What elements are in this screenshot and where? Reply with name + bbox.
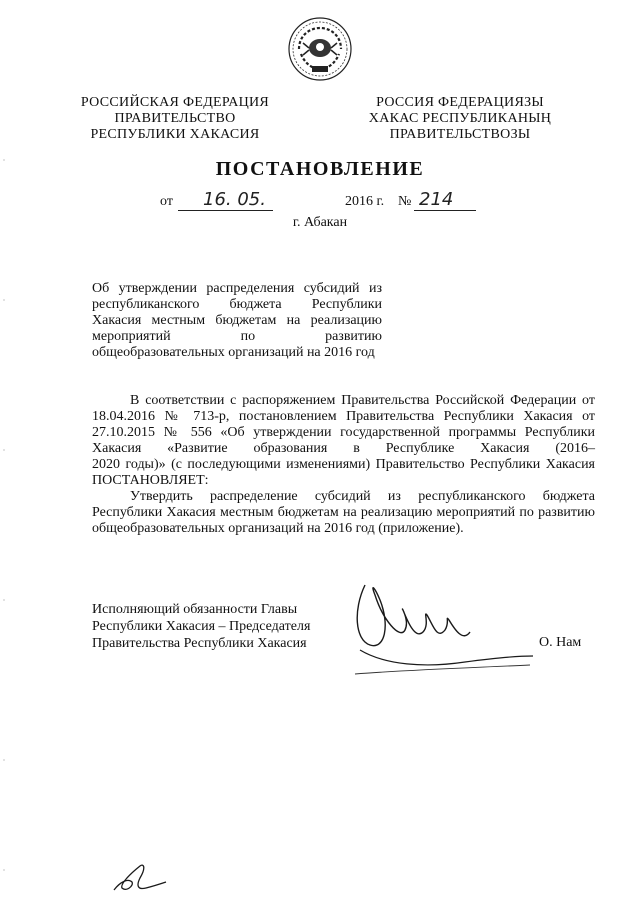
scan-margin-dots	[2, 150, 6, 890]
signature-title-line-2: Республики Хакасия – Председателя	[92, 619, 311, 634]
body-p1-line-1: В соответствии с распоряжением Правительства Российской Федерации от	[130, 393, 595, 408]
body-p2-line-1: Утвердить распределение субсидий из республиканского бюджета	[130, 489, 595, 504]
body-p2-line-2: Республики Хакасия местным бюджетам на реализацию мероприятий по развитию	[92, 505, 595, 520]
handwritten-signature	[345, 570, 535, 682]
subject-line-2: республиканского бюджета Республики	[92, 297, 382, 312]
body-p1-line-5: 2020 годы)» (с последующими изменениями) Правительство Республики Хакасия	[92, 457, 595, 472]
signature-title-line-1: Исполняющий обязанности Главы	[92, 602, 298, 617]
signature-title-line-3: Правительства Республики Хакасия	[92, 636, 307, 651]
header-right-line-2: ХАКАС РЕСПУБЛИКАНЫҢ	[368, 111, 552, 126]
body-text	[92, 393, 595, 537]
subject-line-5: общеобразовательных организаций на 2016 год	[92, 345, 375, 360]
body-p1-line-3: 27.10.2015 № 556 «Об утверждении государственной программы Республики	[92, 425, 595, 440]
body-p1-line-2: 18.04.2016 № 713-р, постановлением Правительства Республики Хакасия от	[92, 409, 595, 424]
signatory-name: О. Нам	[539, 635, 582, 650]
header-right-line-1: РОССИЯ ФЕДЕРАЦИЯЗЫ	[376, 95, 544, 110]
body-p2-line-3: общеобразовательных организаций на 2016 год (приложение).	[92, 521, 464, 536]
city-label: г. Абакан	[292, 215, 348, 230]
coat-of-arms-emblem	[287, 16, 353, 82]
header-left-line-2: ПРАВИТЕЛЬСТВО	[114, 111, 236, 126]
number-handwritten: 214	[419, 189, 454, 210]
subject-line-4: мероприятий по развитию	[92, 329, 382, 344]
body-p1-line-4: Хакасия «Развитие образования в Республике Хакасия (2016–	[92, 441, 595, 456]
header-left-line-3: РЕСПУБЛИКИ ХАКАСИЯ	[90, 127, 260, 142]
header-right-block	[350, 95, 570, 143]
year-text: 2016 г.	[345, 194, 385, 209]
header-right-line-3: ПРАВИТЕЛЬСТВОЗЫ	[389, 127, 531, 142]
signature-title-block	[92, 601, 352, 652]
subject-line-3: Хакасия местным бюджетам на реализацию	[92, 313, 382, 328]
header-left-line-1: РОССИЙСКАЯ ФЕДЕРАЦИЯ	[80, 95, 270, 110]
date-from-label: от	[160, 194, 173, 209]
subject-line-1: Об утверждении распределения субсидий из	[92, 281, 382, 296]
handwritten-initials	[110, 860, 170, 896]
document-title: ПОСТАНОВЛЕНИЕ	[215, 158, 425, 180]
number-underline	[414, 210, 476, 211]
body-p1-line-6: ПОСТАНОВЛЯЕТ:	[92, 473, 209, 488]
date-underline	[178, 210, 273, 211]
number-label: №	[398, 194, 412, 209]
header-left-block	[70, 95, 280, 143]
date-handwritten: 16. 05.	[203, 189, 266, 210]
subject-block	[92, 281, 382, 361]
